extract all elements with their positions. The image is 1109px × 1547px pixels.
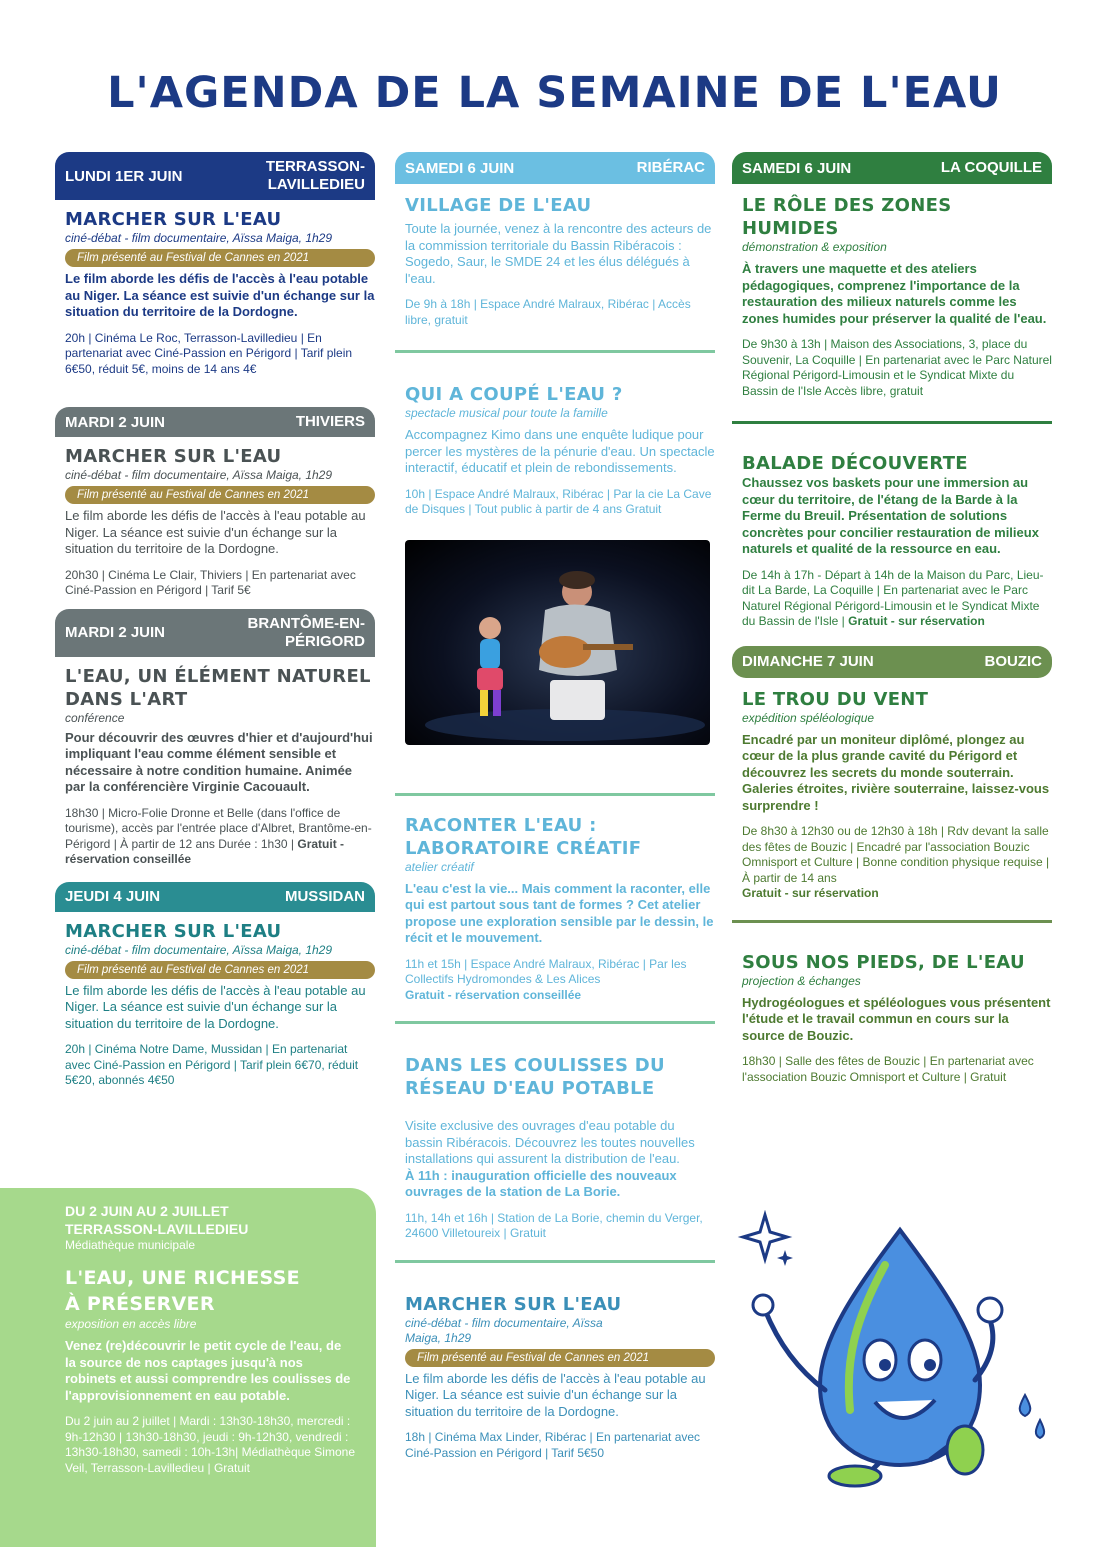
event-info-price: Gratuit - sur réservation	[848, 614, 985, 628]
event-subtitle: expédition spéléologique	[742, 710, 875, 725]
expo-description: Venez (re)découvrir le petit cycle de l'eau, de la source de nos captages jusqu'à nos robinets et aussi comprendre les coulisses de l'approvisionnement en eau potable.	[65, 1338, 351, 1403]
event-subtitle: atelier créatif	[405, 859, 474, 874]
event-subtitle: démonstration & exposition	[742, 240, 887, 254]
event-day: SAMEDI 6 JUIN	[405, 159, 515, 177]
festival-badge: Film présenté au Festival de Cannes en 2021	[65, 486, 375, 504]
event-info: 18h | Cinéma Max Linder, Ribérac | En partenariat avec Ciné-Passion en Périgord | Tarif 5€50	[405, 1430, 701, 1460]
event-description: L'eau c'est la vie... Mais comment la raconter, elle qui est partout sous tant de formes ? Cet atelier propose une exploration sensible par le dessin, le récit et le mouvement.	[405, 880, 714, 945]
expo-location: TERRASSON-LAVILLEDIEU	[65, 1221, 249, 1237]
expo-venue: Médiathèque municipale	[65, 1238, 196, 1252]
event-description: Le film aborde les défis de l'accès à l'eau potable au Niger. La séance est suivie d'un échange sur la situation du territoire de la Dordogne.	[65, 508, 366, 556]
event-subtitle: ciné-débat - film documentaire, Aïssa Maiga, 1h29	[65, 231, 333, 245]
event-day: MARDI 2 JUIN	[65, 413, 166, 431]
event-description: Le film aborde les défis de l'accès à l'eau potable au Niger. La séance est suivie d'un échange sur la situation du territoire de la Dordogne.	[405, 1370, 706, 1419]
event-subtitle: ciné-débat - film documentaire, Aïssa Maiga, 1h29	[65, 468, 333, 482]
event-info: 20h | Cinéma Notre Dame, Mussidan | En partenariat avec Ciné-Passion en Périgord | Tarif plein 6€70, réduit 5€20, abonnés 4€50	[65, 1042, 359, 1087]
event-description: Toute la journée, venez à la rencontre des acteurs de la commission territoriale du Bassin Ribéracois : Sogedo, Saur, le SMDE 24 et les élus délégués à l'eau.	[405, 221, 712, 286]
expo-title: L'EAU, UNE RICHESSE À PRÉSERVER	[65, 1267, 300, 1315]
event-location: TERRASSON-LAVILLEDIEU	[265, 158, 365, 193]
event-info: De 9h30 à 13h | Maison des Associations, 3, place du Souvenir, La Coquille | En partenariat avec le Parc Naturel Régional Périgord-Limousin et le Syndicat Mixte du Bassin de l'Isle Accès libre, gratuit	[742, 337, 1052, 398]
festival-badge: Film présenté au Festival de Cannes en 2021	[65, 961, 375, 979]
event-card	[405, 1054, 715, 1242]
column-left	[55, 152, 375, 1089]
event-info: De 9h à 18h | Espace André Malraux, Ribérac | Accès libre, gratuit	[405, 297, 691, 327]
event-description: Encadré par un moniteur diplômé, plongez au cœur de la plus grande cavité du Périgord et découvrez les secrets du monde souterrain. Galeries étroites, rivière souterraine, laissez-vous surprendre !	[742, 731, 1050, 813]
divider	[395, 350, 715, 353]
event-title: MARCHER SUR L'EAU	[65, 446, 282, 467]
event-info: 11h, 14h et 16h | Station de La Borie, chemin du Verger, 24600 Villetoureix | Gratuit	[405, 1210, 703, 1240]
event-card	[742, 951, 1052, 1086]
event-subtitle: ciné-débat - film documentaire, Aïssa Maiga, 1h29	[405, 1315, 603, 1345]
event-day: LUNDI 1ER JUIN	[65, 167, 183, 185]
event-title: MARCHER SUR L'EAU	[65, 920, 282, 942]
event-info-price: Gratuit - réservation conseillée	[405, 987, 582, 1002]
performers-illustration	[405, 540, 710, 745]
event-title: LE TROU DU VENT	[742, 688, 929, 710]
festival-badge: Film présenté au Festival de Cannes en 2021	[65, 249, 375, 267]
event-description: Accompagnez Kimo dans une enquête ludique pour percer les mystères de la pénurie d'eau. Un spectacle interactif, éducatif et plein de rebondissements.	[405, 427, 715, 475]
event-description: Visite exclusive des ouvrages d'eau potable du bassin Ribéracois. Découvrez les toutes nouvelles installations qui assurent la distribution de l'eau.	[405, 1118, 695, 1166]
event-info: De 14h à 17h - Départ à 14h de la Maison du Parc, Lieu-dit La Barde, La Coquille | En partenariat avec le Parc Naturel Régional Périgord-Limousin et le Syndicat Mixte du Bassin de l'Isle | Gratuit - sur réservation	[742, 567, 1044, 628]
event-day: SAMEDI 6 JUIN	[742, 159, 852, 177]
event-description: Chaussez vos baskets pour une immersion au cœur du territoire, de l'étang de la Barde à la Ferme du Breuil. Présentation de solutions concrètes pour concilier restauration de milieux naturels et qualité de la ressource en eau.	[742, 475, 1039, 556]
event-info: 18h30 | Salle des fêtes de Bouzic | En partenariat avec l'association Bouzic Omnisport et Culture | Gratuit	[742, 1054, 1034, 1084]
event-info: 10h | Espace André Malraux, Ribérac | Par la cie La Cave de Disques | Tout public à partir de 4 ans Gratuit	[405, 486, 712, 516]
event-card	[742, 194, 1052, 399]
event-card	[55, 882, 375, 1089]
event-title: BALADE DÉCOUVERTE	[742, 453, 968, 474]
event-card	[405, 814, 715, 1004]
event-card	[55, 152, 375, 377]
show-photo	[405, 540, 710, 745]
event-card	[55, 407, 375, 599]
expo-info: Du 2 juin au 2 juillet | Mardi : 13h30-18h30, mercredi : 9h-12h30 | 13h30-18h30, jeudi : 9h-12h30, vendredi : 13h30-18h30, samedi : 10h-13h| Médiathèque Simone Veil, Terrasson-Lavilledieu | Gratuit	[65, 1414, 355, 1475]
page-title: L'AGENDA DE LA SEMAINE DE L'EAU	[107, 68, 1002, 118]
festival-badge: Film présenté au Festival de Cannes en 2021	[405, 1349, 715, 1367]
event-location: LA COQUILLE	[940, 159, 1042, 176]
event-day: JEUDI 4 JUIN	[65, 888, 161, 905]
event-card	[742, 688, 1052, 902]
divider	[732, 920, 1052, 923]
event-description: Pour découvrir des œuvres d'hier et d'aujourd'hui impliquant l'eau comme élément sensible et nécessaire à notre condition humaine. Animée par la conférencière Virginie Cacouault.	[65, 729, 373, 794]
event-info-price: Gratuit - réservation conseillée	[65, 836, 345, 866]
event-title: MARCHER SUR L'EAU	[65, 209, 282, 230]
divider	[395, 1021, 715, 1024]
event-header	[732, 152, 1052, 184]
event-info: 11h et 15h | Espace André Malraux, Ribérac | Par les Collectifs Hydromondes & Les Alices Gratuit - réservation conseillée	[405, 956, 687, 1002]
event-info: 18h30 | Micro-Folie Dronne et Belle (dans l'office de tourisme), accès par l'entrée place d'Albret, Brantôme-en-Périgord | À partir de 12 ans Durée : 1h30 | Gratuit - réservation conseillée	[65, 805, 372, 866]
event-title: DANS LES COULISSES DU RÉSEAU D'EAU POTABLE	[405, 1055, 665, 1099]
event-title: QUI A COUPÉ L'EAU ?	[405, 384, 623, 405]
exhibition-box	[0, 1188, 376, 1547]
event-day: DIMANCHE 7 JUIN	[742, 653, 874, 670]
divider	[732, 421, 1052, 424]
event-header	[395, 152, 715, 184]
event-header	[732, 646, 1052, 678]
event-card	[55, 609, 375, 868]
event-card	[405, 383, 715, 518]
event-info: 20h | Cinéma Le Roc, Terrasson-Lavilledieu | En partenariat avec Ciné-Passion en Périgord | Tarif plein 6€50, réduit 5€, moins de 14 ans 4€	[65, 330, 353, 376]
water-drop-mascot-icon	[735, 1210, 1065, 1490]
divider	[395, 1260, 715, 1263]
event-info: De 8h30 à 12h30 ou de 12h30 à 18h | Rdv devant la salle des fêtes de Bouzic | Encadré par l'association Bouzic Omnisport et Culture | Bonne condition physique requise | À partir de 14 ans Gratuit - sur réservation	[742, 824, 1050, 900]
event-description: Le film aborde les défis de l'accès à l'eau potable au Niger. La séance est suivie d'un échange sur la situation du territoire de la Dordogne.	[65, 271, 375, 319]
event-title: SOUS NOS PIEDS, DE L'EAU	[742, 951, 1025, 973]
event-title: RACONTER L'EAU : LABORATOIRE CRÉATIF	[405, 814, 642, 859]
column-right	[732, 152, 1052, 1085]
expo-subtitle: exposition en accès libre	[65, 1317, 197, 1331]
expo-dates: DU 2 JUIN AU 2 JUILLET	[65, 1203, 229, 1219]
event-card	[405, 194, 715, 328]
event-header	[55, 609, 375, 657]
event-description: Hydrogéologues et spéléologues vous présentent l'étude et le travail commun en cours sur la source de Bouzic.	[742, 994, 1051, 1043]
event-location: MUSSIDAN	[284, 887, 365, 905]
event-header	[55, 407, 375, 437]
divider	[395, 793, 715, 796]
event-card	[405, 1293, 715, 1462]
event-location: RIBÉRAC	[636, 159, 705, 176]
event-day: MARDI 2 JUIN	[65, 624, 166, 641]
event-subtitle: ciné-débat - film documentaire, Aïssa Maiga, 1h29	[65, 942, 333, 957]
event-highlight: À 11h : inauguration officielle des nouveaux ouvrages de la station de La Borie.	[405, 1167, 677, 1199]
event-location: BOUZIC	[984, 652, 1042, 670]
event-description: À travers une maquette et des ateliers pédagogiques, comprenez l'importance de la restauration des milieux naturels comme les zones humides pour préserver la qualité de l'eau.	[742, 261, 1047, 326]
event-subtitle: projection & échanges	[742, 973, 861, 988]
column-middle	[395, 152, 715, 1461]
event-header	[55, 882, 375, 912]
event-card	[742, 452, 1052, 630]
event-location: BRANTÔME-EN-PÉRIGORD	[247, 614, 365, 650]
event-location: THIVIERS	[295, 413, 365, 430]
event-info: 20h30 | Cinéma Le Clair, Thiviers | En partenariat avec Ciné-Passion en Périgord | Tarif 5€	[65, 567, 356, 597]
event-subtitle: spectacle musical pour toute la famille	[405, 406, 608, 420]
event-subtitle: conférence	[65, 710, 125, 725]
event-description: Le film aborde les défis de l'accès à l'eau potable au Niger. La séance est suivie d'un échange sur la situation du territoire de la Dordogne.	[65, 982, 366, 1031]
event-info-price: Gratuit - sur réservation	[742, 886, 879, 900]
event-title: LE RÔLE DES ZONES HUMIDES	[742, 195, 952, 239]
event-title: VILLAGE DE L'EAU	[405, 195, 592, 216]
event-header	[55, 152, 375, 200]
event-title: L'EAU, UN ÉLÉMENT NATUREL DANS L'ART	[65, 665, 371, 710]
event-title: MARCHER SUR L'EAU	[405, 1293, 622, 1315]
